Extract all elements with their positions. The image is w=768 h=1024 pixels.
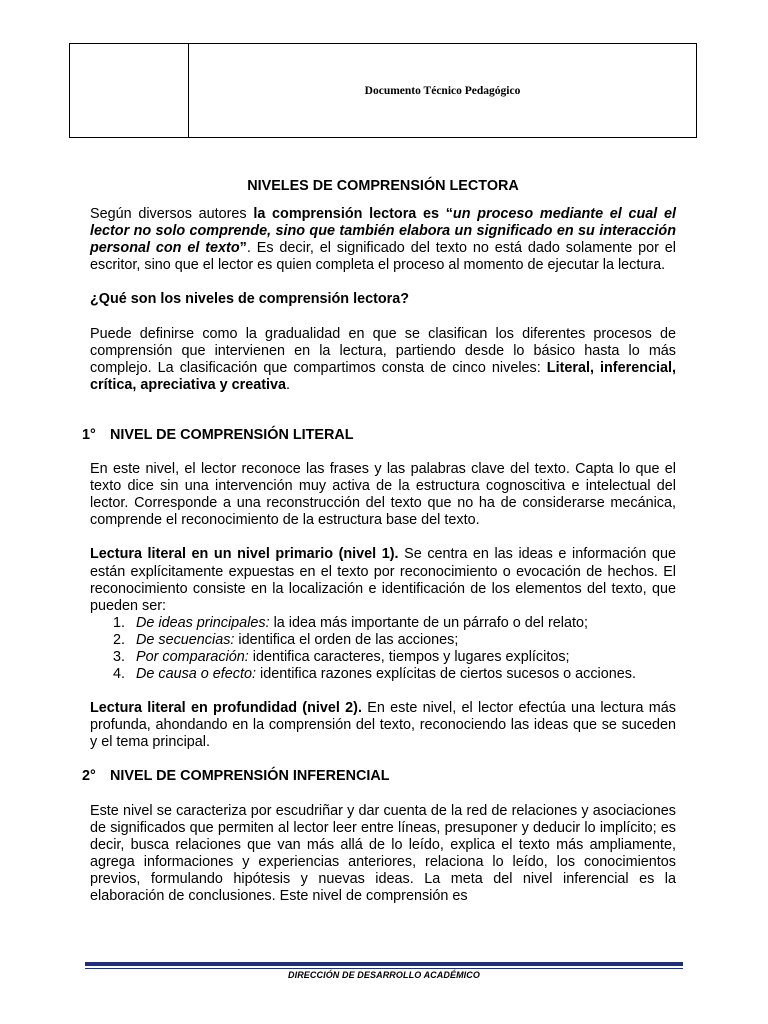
document-body bbox=[82, 178, 676, 905]
list-item: 1. De ideas principales: la idea más importante de un párrafo o del relato; bbox=[113, 614, 588, 631]
question-heading: ¿Qué son los niveles de comprensión lectora? bbox=[90, 291, 410, 308]
section2-paragraph: Este nivel se caracteriza por escudriñar y dar cuenta de la red de relaciones y asociaciones de significados que permiten al lector leer entre líneas, presuponer y deducir lo implícito; es decir, busca relaciones que van más allá de lo leído, explica el texto más ampliamente, agrega informaciones y experiencias anteriores, relaciona lo leído, los conocimientos previos, formulando hipótesis y nuevas ideas. La meta del nivel inferencial es la elaboración de conclusiones. Este nivel de comprensión es bbox=[90, 802, 676, 904]
list-item: 3. Por comparación: identifica caracteres, tiempos y lugares explícitos; bbox=[113, 648, 570, 665]
section1-heading: 1° NIVEL DE COMPRENSIÓN LITERAL bbox=[82, 426, 354, 443]
primary-level-paragraph: Lectura literal en un nivel primario (nivel 1). Se centra en las ideas e información que están explícitamente expuestas en el texto por reconocimiento o evocación de hechos. El reconocimiento consiste en la localización e identificación de los elementos del texto, que pueden ser: bbox=[90, 546, 676, 614]
header-table bbox=[69, 43, 697, 138]
list-item: 2. De secuencias: identifica el orden de las acciones; bbox=[113, 631, 459, 648]
footer-rule bbox=[85, 962, 683, 969]
depth-level-paragraph: Lectura literal en profundidad (nivel 2). En este nivel, el lector efectúa una lectura más profunda, ahondando en la comprensión del texto, reconociendo las ideas que se suceden y el tema principal. bbox=[90, 700, 676, 751]
header-title: Documento Técnico Pedagógico bbox=[364, 84, 521, 97]
intro-paragraph: Según diversos autores la comprensión lectora es “un proceso mediante el cual el lector no solo comprende, sino que también elabora un significado en su interacción personal con el texto”. Es decir, el significado del texto no está dado solamente por el escritor, sino que el lector es quien completa el proceso al momento de ejecutar la lectura. bbox=[90, 206, 676, 274]
list-item: 4. De causa o efecto: identifica razones explícitas de ciertos sucesos o acciones. bbox=[113, 666, 636, 683]
definition-paragraph: Puede definirse como la gradualidad en que se clasifican los diferentes procesos de comprensión que intervienen en la lectura, partiendo desde lo básico hasta lo más complejo. La clasificación que compartimos consta de cinco niveles: Literal, inferencial, crítica, apreciativa y creativa. bbox=[90, 325, 676, 393]
header-logo-cell bbox=[70, 44, 189, 137]
recognition-list bbox=[90, 615, 676, 683]
section2-heading: 2° NIVEL DE COMPRENSIÓN INFERENCIAL bbox=[82, 768, 390, 785]
footer-text: DIRECCIÓN DE DESARROLLO ACADÉMICO bbox=[288, 970, 480, 980]
document-title: NIVELES DE COMPRENSIÓN LECTORA bbox=[247, 178, 519, 194]
section1-paragraph: En este nivel, el lector reconoce las frases y las palabras clave del texto. Capta lo que el texto dice sin una intervención muy activa de la estructura cognoscitiva e intelectual del lector. Corresponde a una reconstrucción del texto que no ha de considerarse mecánica, comprende el reconocimiento de la estructura base del texto. bbox=[90, 461, 676, 529]
